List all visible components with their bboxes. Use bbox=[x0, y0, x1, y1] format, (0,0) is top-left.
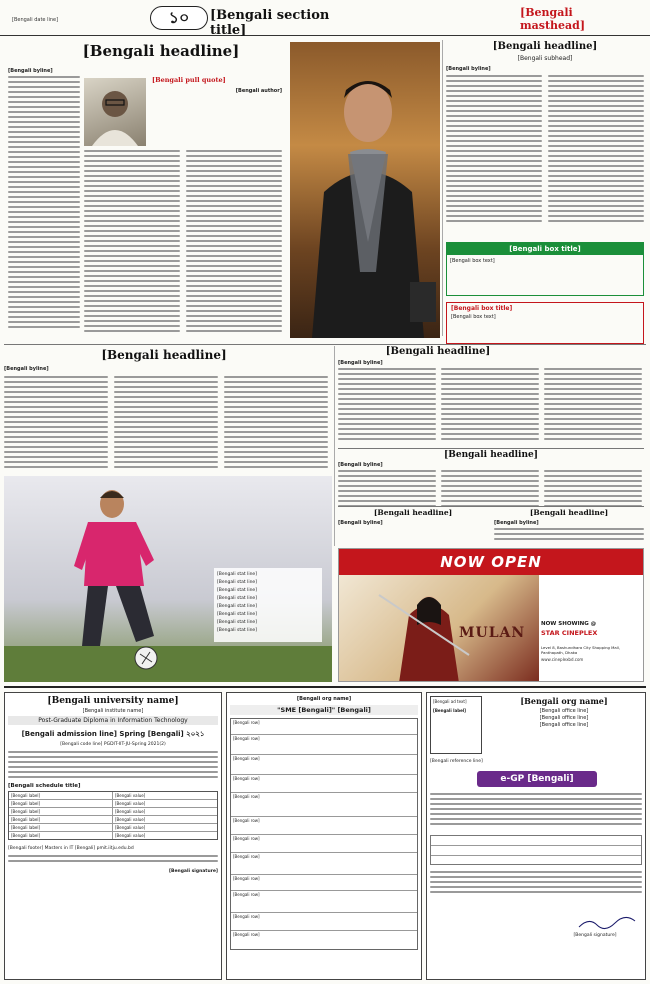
table-row bbox=[9, 824, 217, 832]
table-row bbox=[431, 846, 641, 856]
page-number-badge bbox=[150, 6, 208, 30]
mulan-ad bbox=[338, 548, 644, 682]
table-row bbox=[231, 735, 417, 755]
messi-body bbox=[4, 376, 332, 472]
today-box-text: [Bengali box text] bbox=[451, 314, 496, 320]
format-box-text: [Bengali box text] bbox=[450, 258, 495, 264]
row-value: [Bengali value] bbox=[115, 809, 146, 814]
board-office2: [Bengali office line] bbox=[539, 715, 589, 721]
table-row bbox=[431, 856, 641, 864]
farewell-headline: [Bengali headline] bbox=[529, 508, 609, 517]
jamal-body bbox=[338, 368, 644, 442]
table-row bbox=[231, 931, 417, 949]
shakib-story bbox=[6, 38, 438, 338]
table-row bbox=[231, 891, 417, 913]
sme-training-ad bbox=[226, 692, 422, 980]
board-org: [Bengali org name] bbox=[520, 696, 608, 706]
sme-table bbox=[230, 718, 418, 950]
page-header bbox=[0, 0, 650, 36]
row-text: [Bengali row] bbox=[233, 776, 260, 781]
row-text: [Bengali row] bbox=[233, 932, 260, 937]
mulan-title: MULAN bbox=[459, 625, 526, 641]
cinema-website[interactable]: www.cineplexbd.com bbox=[541, 657, 584, 662]
format-box bbox=[446, 242, 644, 296]
row-text: [Bengali row] bbox=[233, 736, 260, 741]
quote-author: [Bengali author] bbox=[235, 88, 282, 94]
small-ad bbox=[430, 696, 482, 754]
ju-admission: [Bengali admission line] Spring [Bengali] ২০২১ bbox=[21, 730, 205, 738]
shakib-col3 bbox=[186, 150, 282, 338]
messi-headline: [Bengali headline] bbox=[101, 348, 227, 362]
now-showing: NOW SHOWING @ bbox=[541, 621, 597, 627]
table-row bbox=[9, 816, 217, 824]
section-title: [Bengali section title] bbox=[210, 8, 330, 38]
egp-body bbox=[430, 793, 642, 833]
egp-title-text: e-GP [Bengali] bbox=[500, 774, 574, 784]
today-box-title: [Bengali box title] bbox=[451, 305, 513, 312]
divider bbox=[338, 506, 644, 507]
board-sign: [Bengali signature] bbox=[573, 933, 617, 938]
row-text: [Bengali row] bbox=[233, 876, 260, 881]
stat-line: [Bengali stat line] bbox=[217, 572, 257, 577]
rashford-byline: [Bengali byline] bbox=[338, 520, 383, 526]
jamal-byline: [Bengali byline] bbox=[338, 360, 383, 366]
messi-byline: [Bengali byline] bbox=[4, 366, 49, 372]
row-text: [Bengali row] bbox=[233, 756, 260, 761]
farewell-byline: [Bengali byline] bbox=[494, 520, 539, 526]
ju-code: [Bengali code line] PGDIT-IIT-JU-Spring 2021(2) bbox=[60, 742, 166, 747]
rashford-headline: [Bengali headline] bbox=[373, 508, 453, 517]
mohiuddin-headline: [Bengali headline] bbox=[444, 450, 538, 460]
sme-title: "SME [Bengali]" [Bengali] bbox=[230, 705, 418, 715]
stat-line: [Bengali stat line] bbox=[217, 628, 257, 633]
board-office3: [Bengali office line] bbox=[539, 722, 589, 728]
table-row bbox=[231, 913, 417, 931]
stat-line: [Bengali stat line] bbox=[217, 620, 257, 625]
player-portrait-icon bbox=[290, 42, 440, 338]
pull-quote-text: [Bengali pull quote] bbox=[152, 76, 226, 84]
table-row bbox=[231, 793, 417, 817]
signature-icon bbox=[577, 915, 637, 931]
farewell-story bbox=[494, 508, 644, 548]
small-ad-label: [Bengali label] bbox=[433, 708, 466, 713]
rashford-story bbox=[338, 508, 488, 548]
divider bbox=[4, 686, 646, 688]
shakib-col2 bbox=[84, 150, 180, 338]
egp-title bbox=[477, 771, 597, 787]
ju-footer: [Bengali footer] Masters in IT [Bengali] pmit.iitju.edu.bd bbox=[8, 846, 134, 851]
row-value: [Bengali value] bbox=[115, 817, 146, 822]
messi-story bbox=[4, 346, 332, 682]
board-office: [Bengali office line] bbox=[539, 708, 589, 714]
table-row bbox=[231, 875, 417, 891]
table-row bbox=[231, 775, 417, 793]
mohiuddin-body bbox=[338, 470, 644, 506]
today-box bbox=[446, 302, 644, 344]
divider bbox=[334, 346, 335, 546]
shakib-byline: [Bengali byline] bbox=[8, 68, 53, 74]
champion-byline: [Bengali byline] bbox=[446, 66, 491, 72]
stat-line: [Bengali stat line] bbox=[217, 604, 257, 609]
stat-line: [Bengali stat line] bbox=[217, 580, 257, 585]
mulan-poster bbox=[339, 575, 539, 682]
writer-photo bbox=[84, 78, 146, 146]
table-row bbox=[231, 817, 417, 835]
masthead-text: [Bengali masthead] bbox=[520, 6, 586, 32]
row-text: [Bengali row] bbox=[233, 892, 260, 897]
row-text: [Bengali row] bbox=[233, 854, 260, 859]
writer-portrait-icon bbox=[84, 78, 146, 146]
stat-line: [Bengali stat line] bbox=[217, 596, 257, 601]
ju-schedule-table bbox=[8, 791, 218, 840]
format-box-title: [Bengali box title] bbox=[447, 243, 643, 255]
row-label: [Bengali label] bbox=[9, 792, 113, 799]
row-text: [Bengali row] bbox=[233, 914, 260, 919]
champion-story bbox=[446, 40, 644, 240]
row-text: [Bengali row] bbox=[233, 794, 260, 799]
table-row bbox=[9, 808, 217, 816]
ju-admission-ad bbox=[4, 692, 222, 980]
cinema-info bbox=[541, 577, 641, 681]
now-open-text: NOW OPEN bbox=[440, 553, 542, 571]
row-text: [Bengali row] bbox=[233, 818, 260, 823]
table-row bbox=[231, 835, 417, 853]
jamal-story bbox=[338, 346, 644, 446]
shakib-headline: [Bengali headline] bbox=[82, 42, 240, 60]
table-row bbox=[9, 792, 217, 800]
row-label: [Bengali label] bbox=[9, 816, 113, 823]
row-label: [Bengali label] bbox=[9, 832, 113, 839]
now-open-banner bbox=[339, 549, 643, 575]
row-label: [Bengali label] bbox=[9, 824, 113, 831]
mohiuddin-story bbox=[338, 450, 644, 506]
board-header bbox=[487, 696, 641, 728]
row-value: [Bengali value] bbox=[115, 833, 146, 838]
row-value: [Bengali value] bbox=[115, 793, 146, 798]
table-row bbox=[9, 800, 217, 808]
board-ref: [Bengali reference line] bbox=[430, 759, 483, 764]
signature-mark bbox=[577, 915, 637, 931]
ju-program: Post-Graduate Diploma in Information Technology bbox=[8, 716, 218, 725]
divider bbox=[4, 344, 646, 345]
shakib-photo bbox=[290, 42, 440, 338]
pull-quote bbox=[152, 76, 282, 144]
messi-photo bbox=[4, 476, 332, 682]
table-row bbox=[431, 836, 641, 846]
champion-headline: [Bengali headline] bbox=[492, 41, 598, 52]
small-ad-text: [Bengali ad text] bbox=[433, 699, 467, 704]
cinema-address: Level 8, Bashundhara City Shopping Mall, Panthapath, Dhaka bbox=[541, 645, 621, 655]
ju-schedule-title: [Bengali schedule title] bbox=[8, 783, 81, 789]
jamal-headline: [Bengali headline] bbox=[385, 346, 491, 357]
table-row bbox=[231, 719, 417, 735]
row-text: [Bengali row] bbox=[233, 720, 260, 725]
row-label: [Bengali label] bbox=[9, 800, 113, 807]
mohiuddin-byline: [Bengali byline] bbox=[338, 462, 383, 468]
table-row bbox=[231, 755, 417, 775]
ju-university: [Bengali university name] bbox=[47, 696, 179, 706]
power-board-ad bbox=[426, 692, 646, 980]
row-value: [Bengali value] bbox=[115, 801, 146, 806]
egp-notes bbox=[430, 871, 642, 911]
masthead bbox=[520, 6, 640, 32]
shakib-col1 bbox=[8, 76, 80, 338]
table-row bbox=[231, 853, 417, 875]
stat-line: [Bengali stat line] bbox=[217, 612, 257, 617]
messi-stats bbox=[214, 568, 322, 642]
egp-table bbox=[430, 835, 642, 865]
divider bbox=[442, 40, 443, 336]
date-line: [Bengali date line] bbox=[12, 17, 59, 23]
sme-org: [Bengali org name] bbox=[296, 696, 352, 702]
ju-institute: [Bengali institute name] bbox=[82, 708, 144, 714]
divider bbox=[338, 448, 644, 449]
table-row bbox=[9, 832, 217, 839]
stat-line: [Bengali stat line] bbox=[217, 588, 257, 593]
cinema-name: STAR CINEPLEX bbox=[541, 629, 598, 637]
row-value: [Bengali value] bbox=[115, 825, 146, 830]
champion-subhead: [Bengali subhead] bbox=[517, 55, 573, 62]
page-number: ১০ bbox=[168, 7, 190, 27]
row-text: [Bengali row] bbox=[233, 836, 260, 841]
row-label: [Bengali label] bbox=[9, 808, 113, 815]
ju-signature: [Bengali signature] bbox=[168, 869, 218, 874]
champion-body bbox=[446, 75, 644, 225]
